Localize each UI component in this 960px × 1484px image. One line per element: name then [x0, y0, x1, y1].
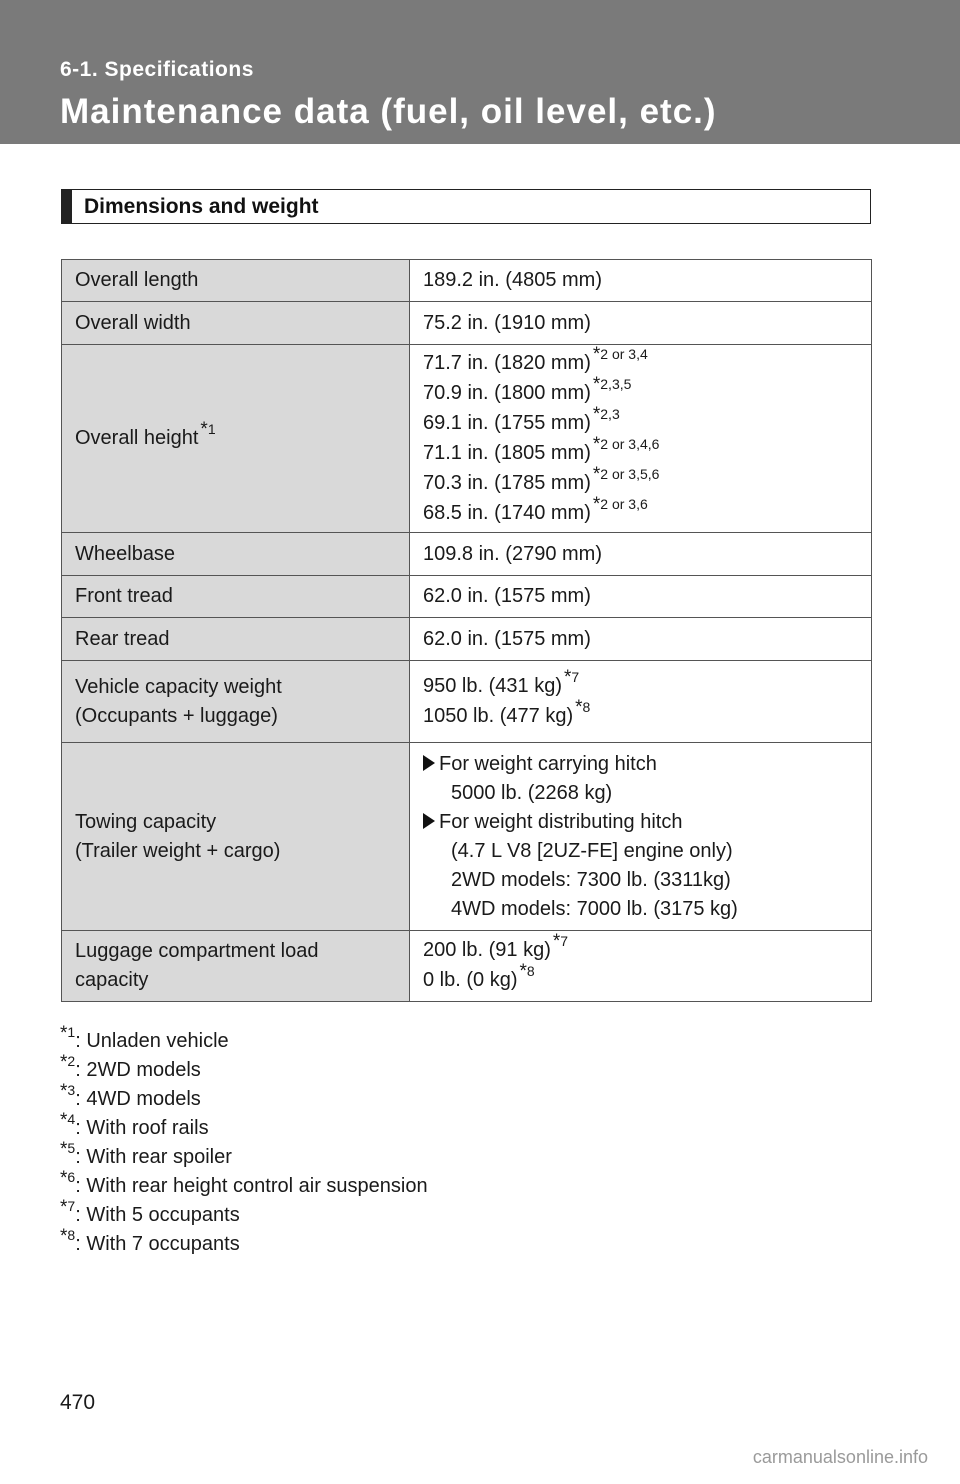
footnote-asterisk: * [592, 343, 601, 365]
footnote-asterisk: * [200, 418, 208, 440]
table-row [62, 533, 872, 576]
section-heading-box [61, 189, 871, 224]
towing-heading: For weight carrying hitch [439, 752, 657, 775]
table-row [62, 743, 872, 931]
value-line [423, 343, 871, 379]
section-heading: Dimensions and weight [84, 195, 319, 218]
footnote-asterisk: * [592, 403, 601, 425]
row-value [410, 743, 872, 931]
row-value [410, 533, 872, 576]
value-line [423, 463, 871, 499]
footnote [60, 1168, 428, 1201]
footnote-asterisk: * [60, 1197, 68, 1218]
footnote-number: 5 [67, 1140, 76, 1156]
footnote-asterisk: * [519, 961, 527, 982]
footnote-asterisk: * [60, 1168, 68, 1189]
value-line [423, 666, 871, 702]
row-value [410, 345, 872, 533]
footnote-ref: 2,3,5 [600, 375, 632, 392]
footnote-number: 4 [67, 1111, 76, 1127]
value-text: 109.8 in. (2790 mm) [423, 542, 602, 565]
footnote-asterisk: * [575, 696, 583, 718]
footnote-asterisk: * [592, 433, 601, 455]
value-line [423, 540, 871, 569]
footnote-asterisk: * [592, 373, 601, 395]
footnote-ref: 2 or 3,6 [600, 495, 648, 512]
page-number: 470 [60, 1391, 96, 1414]
value-line [423, 373, 871, 409]
watermark: carmanualsonline.info [752, 1447, 928, 1467]
row-label [62, 533, 410, 576]
footnote-number: 2 [67, 1053, 76, 1069]
footnote-number: 1 [67, 1024, 76, 1040]
row-value [410, 260, 872, 302]
footnote [60, 1139, 428, 1172]
table-row [62, 931, 872, 1002]
value-text: 62.0 in. (1575 mm) [423, 627, 591, 650]
value-text: 70.3 in. (1785 mm) [423, 471, 591, 494]
row-value [410, 931, 872, 1002]
page-header [0, 0, 960, 144]
triangle-bullet-icon [423, 755, 435, 771]
row-label-line: (Occupants + luggage) [75, 704, 278, 727]
value-text: 70.9 in. (1800 mm) [423, 381, 591, 404]
footnote-ref: 8 [526, 963, 535, 979]
footnote-ref: 2 or 3,4,6 [600, 435, 660, 452]
footnote-ref: 7 [560, 933, 569, 949]
row-label-text: Front tread [75, 585, 173, 607]
footnote-text: : With roof rails [75, 1117, 209, 1139]
table-row [62, 661, 872, 743]
value-text: 71.1 in. (1805 mm) [423, 441, 591, 464]
footnote-asterisk: * [60, 1226, 68, 1247]
footnote [60, 1052, 428, 1085]
footnote-text: : With 5 occupants [75, 1204, 240, 1226]
footnote-text: : 4WD models [75, 1088, 201, 1110]
row-label-line: (Trailer weight + cargo) [75, 839, 281, 862]
value-line [423, 493, 871, 529]
footnote-asterisk: * [563, 666, 572, 688]
towing-detail: 2WD models: 7300 lb. (3311kg) [451, 868, 731, 891]
row-label [62, 576, 410, 618]
footnote-number: 7 [67, 1198, 76, 1214]
value-line [423, 961, 871, 996]
row-value [410, 618, 872, 661]
value-line [423, 582, 871, 611]
footnote-ref: 2,3 [600, 405, 620, 422]
row-value [410, 661, 872, 743]
towing-item [423, 750, 871, 779]
footnote-ref: 2 or 3,4 [600, 345, 648, 362]
footnote [60, 1226, 428, 1259]
row-label-text: Wheelbase [75, 542, 176, 565]
footnote-asterisk: * [592, 463, 601, 485]
footnote-text: : With rear spoiler [75, 1146, 232, 1168]
row-label [62, 618, 410, 661]
value-text: 75.2 in. (1910 mm) [423, 311, 591, 334]
value-line [423, 931, 871, 966]
row-label-line: Towing capacity [75, 810, 217, 833]
page-title: Maintenance data (fuel, oil level, etc.) [60, 92, 717, 131]
footnote [60, 1081, 428, 1114]
value-line [423, 309, 871, 338]
row-value [410, 576, 872, 618]
towing-detail: (4.7 L V8 [2UZ-FE] engine only) [451, 839, 733, 862]
row-label [62, 931, 410, 1002]
footnote-ref: 1 [207, 420, 216, 437]
row-label [62, 345, 410, 533]
value-text: 189.2 in. (4805 mm) [423, 269, 602, 291]
dimensions-table [61, 259, 872, 1002]
footnote [60, 1023, 428, 1056]
footnote-text: : Unladen vehicle [75, 1030, 229, 1052]
table-row [62, 345, 872, 533]
value-line [423, 625, 871, 654]
value-line [423, 403, 871, 439]
footnote-asterisk: * [552, 931, 561, 952]
section-heading-bar [62, 190, 72, 223]
footnote-ref: 7 [571, 668, 580, 685]
footnote-number: 6 [67, 1169, 76, 1185]
footnote-asterisk: * [60, 1081, 68, 1102]
footnote-text: : With 7 occupants [75, 1233, 240, 1255]
table-row [62, 302, 872, 345]
row-value [410, 302, 872, 345]
footnote-asterisk: * [592, 493, 601, 515]
triangle-bullet-icon [423, 813, 435, 829]
section-label: 6-1. Specifications [60, 58, 254, 81]
footnote-text: : 2WD models [75, 1059, 201, 1081]
row-label [62, 743, 410, 931]
row-label [62, 302, 410, 345]
footnote-number: 3 [67, 1082, 76, 1098]
footnote-number: 8 [67, 1227, 76, 1243]
row-label [62, 661, 410, 743]
value-text: 200 lb. (91 kg) [423, 939, 551, 961]
row-label-text: Overall height [75, 426, 199, 449]
footnote [60, 1197, 428, 1230]
value-text: 69.1 in. (1755 mm) [423, 411, 591, 434]
footnote-asterisk: * [60, 1110, 68, 1131]
table-row [62, 576, 872, 618]
footnote-asterisk: * [60, 1139, 68, 1160]
row-label-text: Rear tread [75, 627, 170, 650]
value-text: 62.0 in. (1575 mm) [423, 585, 591, 607]
towing-detail: 4WD models: 7000 lb. (3175 kg) [451, 897, 738, 920]
value-line [423, 696, 871, 732]
towing-heading: For weight distributing hitch [439, 810, 683, 833]
row-label-text: Overall width [75, 311, 191, 334]
row-label-line: Vehicle capacity weight [75, 675, 282, 698]
towing-item [423, 808, 871, 837]
value-text: 0 lb. (0 kg) [423, 969, 518, 991]
row-label-line: capacity [75, 969, 149, 991]
footnote [60, 1110, 428, 1143]
row-label-line: Luggage compartment load [75, 940, 319, 962]
row-label-text: Overall length [75, 269, 199, 291]
footnote-ref: 2 or 3,5,6 [600, 465, 660, 482]
footnote-text: : With rear height control air suspension [75, 1175, 428, 1197]
table-row [62, 618, 872, 661]
footnote-ref: 8 [582, 698, 591, 715]
towing-detail: 5000 lb. (2268 kg) [451, 781, 613, 804]
footnote-asterisk: * [60, 1023, 68, 1044]
value-line [423, 266, 871, 295]
footnote-asterisk: * [60, 1052, 68, 1073]
value-text: 71.7 in. (1820 mm) [423, 351, 591, 374]
row-label [62, 260, 410, 302]
value-text: 1050 lb. (477 kg) [423, 704, 574, 727]
value-text: 950 lb. (431 kg) [423, 674, 562, 697]
table-row [62, 260, 872, 302]
value-text: 68.5 in. (1740 mm) [423, 501, 591, 524]
value-line [423, 433, 871, 469]
footnotes [60, 1023, 428, 1259]
